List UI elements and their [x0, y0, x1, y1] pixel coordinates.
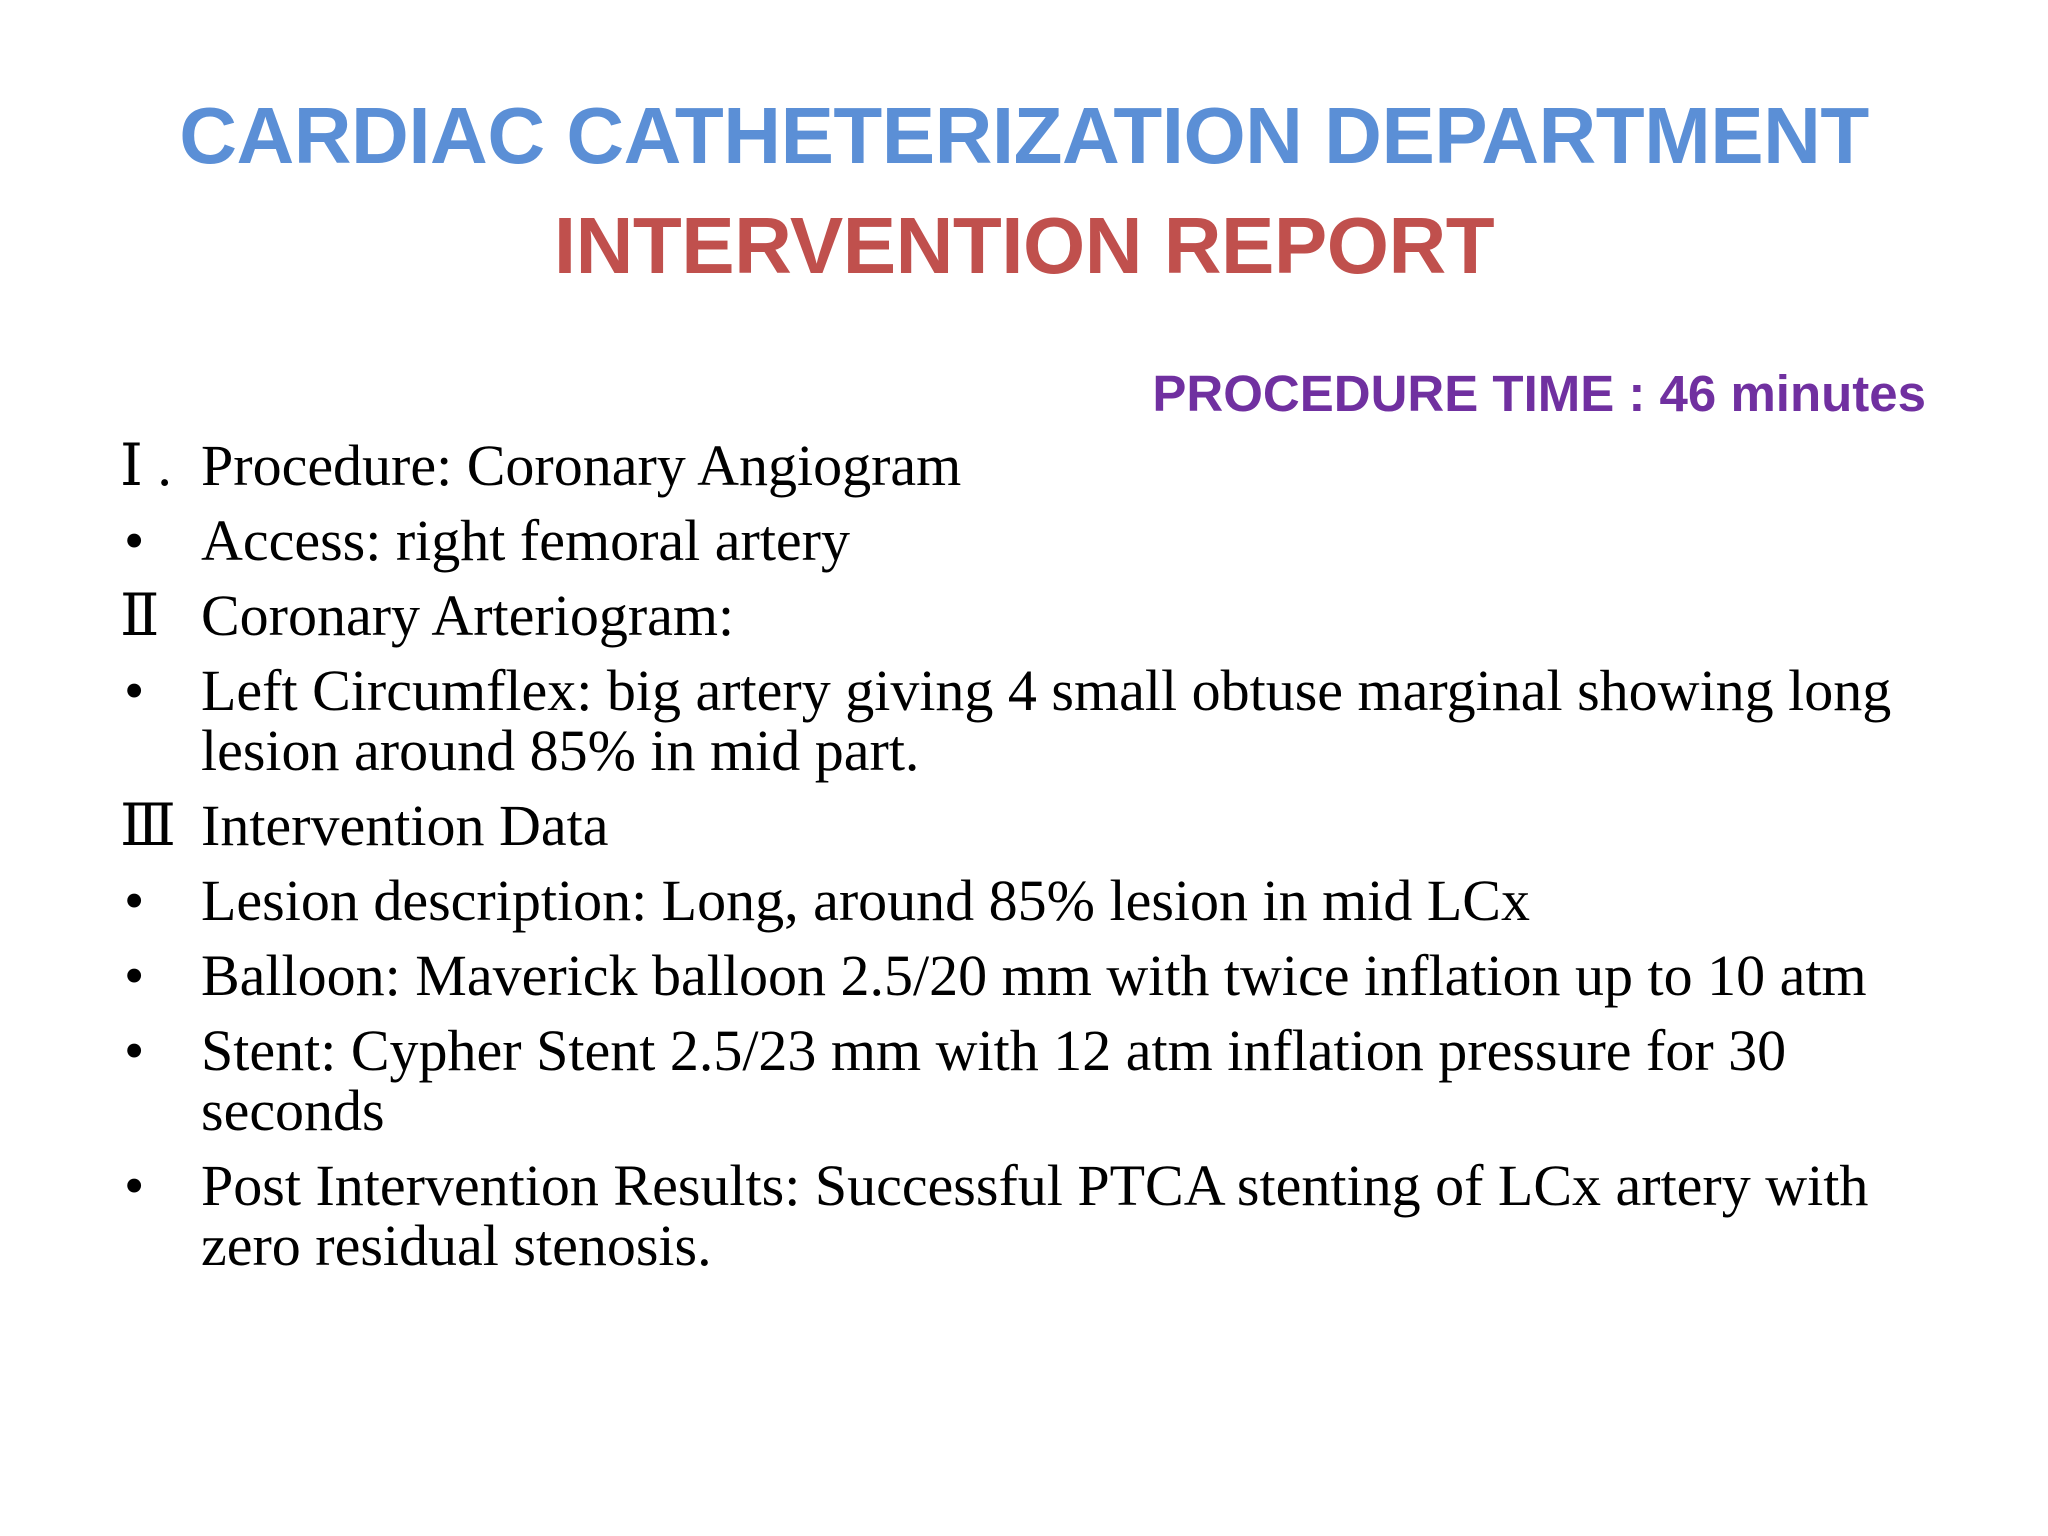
balloon-text: Balloon: Maverick balloon 2.5/20 mm with twice inflation up to 10 atm [201, 943, 1867, 1008]
results-text: Post Intervention Results: Successful PTCA stenting of LCx artery with zero residual stenosis. [201, 1153, 1869, 1278]
procedure-time: PROCEDURE TIME : 46 minutes [1152, 365, 1926, 422]
procedure-text: Procedure: Coronary Angiogram [201, 433, 962, 498]
bullet-icon: • [124, 1018, 145, 1083]
intervention-data-text: Intervention Data [201, 793, 609, 858]
report-title: INTERVENTION REPORT [553, 201, 1495, 290]
bullet-icon: • [124, 658, 145, 723]
access-text: Access: right femoral artery [201, 508, 850, 573]
report-body [120, 433, 1920, 1291]
bullet-icon: • [124, 508, 145, 573]
list-item-access [120, 508, 1920, 573]
roman-numeral-2: Ⅱ [120, 583, 160, 648]
left-circumflex-text: Left Circumflex: big artery giving 4 small obtuse marginal showing long lesion around 85% in mid part. [201, 658, 1892, 783]
section-arteriogram [120, 583, 1920, 648]
bullet-icon: • [124, 1153, 145, 1218]
arteriogram-text: Coronary Arteriogram: [201, 583, 735, 648]
list-item-lesion [120, 868, 1920, 933]
bullet-icon: • [124, 943, 145, 1008]
roman-numeral-1: Ⅰ . [120, 433, 172, 498]
bullet-icon: • [124, 868, 145, 933]
list-item-left-circumflex [120, 658, 1920, 783]
lesion-text: Lesion description: Long, around 85% lesion in mid LCx [201, 868, 1530, 933]
section-intervention-data [120, 793, 1920, 858]
department-title: CARDIAC CATHETERIZATION DEPARTMENT [179, 91, 1869, 180]
list-item-results [120, 1153, 1920, 1278]
list-item-stent [120, 1018, 1920, 1143]
list-item-balloon [120, 943, 1920, 1008]
section-procedure [120, 433, 1920, 498]
roman-numeral-3: Ⅲ [120, 793, 176, 858]
stent-text: Stent: Cypher Stent 2.5/23 mm with 12 atm inflation pressure for 30 seconds [201, 1018, 1787, 1143]
